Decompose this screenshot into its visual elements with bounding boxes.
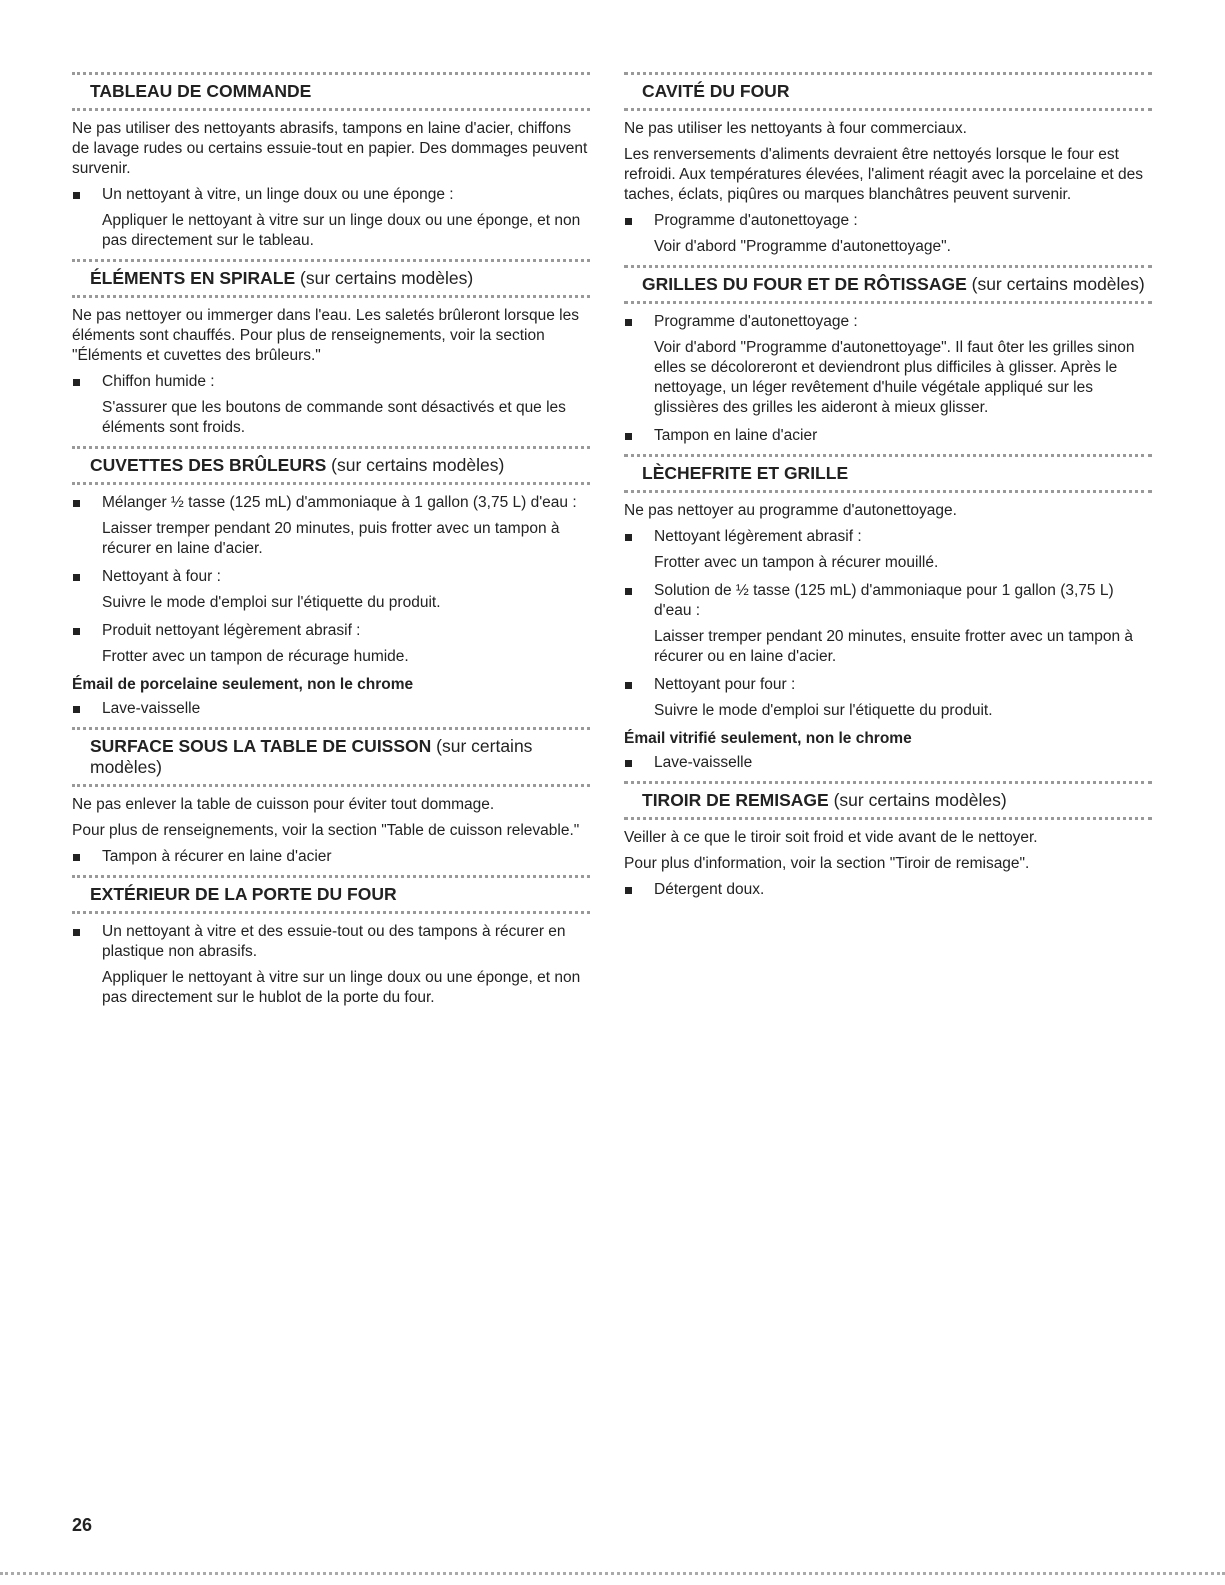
bullet-square-icon bbox=[73, 379, 80, 386]
bullet-item: Nettoyant légèrement abrasif : bbox=[624, 527, 1152, 547]
bullet-square-icon bbox=[625, 534, 632, 541]
bullet-square-icon bbox=[73, 192, 80, 199]
bullet-square-icon bbox=[625, 319, 632, 326]
bullet-square-icon bbox=[625, 588, 632, 595]
bullet-detail: Appliquer le nettoyant à vitre sur un linge doux ou une éponge, et non pas directement sur le tableau. bbox=[102, 212, 581, 249]
section-cuvettes-des-bruleurs bbox=[72, 446, 590, 719]
bullet-detail: Appliquer le nettoyant à vitre sur un linge doux ou une éponge, et non pas directement sur le hublot de la porte du four. bbox=[102, 969, 581, 1006]
bullet-detail: Laisser tremper pendant 20 minutes, puis frotter avec un tampon à récurer en laine d'acier. bbox=[102, 520, 560, 557]
bullet-square-icon bbox=[73, 628, 80, 635]
bullet-item: Mélanger ½ tasse (125 mL) d'ammoniaque à 1 gallon (3,75 L) d'eau : bbox=[72, 493, 590, 513]
bullet-detail: S'assurer que les boutons de commande sont désactivés et que les éléments sont froids. bbox=[102, 399, 566, 436]
paragraph: Pour plus de renseignements, voir la section "Table de cuisson relevable." bbox=[72, 822, 580, 839]
bullet-item: Détergent doux. bbox=[624, 880, 1152, 900]
bullet-square-icon bbox=[73, 929, 80, 936]
bullet-square-icon bbox=[625, 887, 632, 894]
bullet-square-icon bbox=[625, 433, 632, 440]
paragraph: Ne pas nettoyer au programme d'autonettoyage. bbox=[624, 502, 957, 519]
bullet-detail: Laisser tremper pendant 20 minutes, ensuite frotter avec un tampon à récurer ou en laine d'acier. bbox=[654, 628, 1134, 665]
section-heading: TABLEAU DE COMMANDE bbox=[72, 72, 590, 111]
paragraph: Ne pas utiliser les nettoyants à four commerciaux. bbox=[624, 120, 967, 137]
section-heading: TIROIR DE REMISAGE (sur certains modèles) bbox=[624, 781, 1152, 820]
paragraph: Ne pas utiliser des nettoyants abrasifs, tampons en laine d'acier, chiffons de lavage rudes ou certains essuie-tout en papier. Des dommages peuvent survenir. bbox=[72, 120, 588, 177]
section-heading: SURFACE SOUS LA TABLE DE CUISSON (sur certains modèles) bbox=[72, 727, 590, 787]
right-column bbox=[624, 72, 1152, 908]
section-lechefrite-et-grille bbox=[624, 454, 1152, 773]
section-cavite-du-four bbox=[624, 72, 1152, 257]
bullet-item: Nettoyant à four : bbox=[72, 567, 590, 587]
bullet-item: Solution de ½ tasse (125 mL) d'ammoniaque pour 1 gallon (3,75 L) d'eau : bbox=[624, 581, 1152, 621]
bullet-detail: Frotter avec un tampon à récurer mouillé. bbox=[654, 554, 939, 571]
bullet-item: Tampon à récurer en laine d'acier bbox=[72, 847, 590, 867]
section-grilles-du-four bbox=[624, 265, 1152, 446]
bullet-item: Chiffon humide : bbox=[72, 372, 590, 392]
bullet-item: Lave-vaisselle bbox=[72, 699, 590, 719]
bullet-detail: Suivre le mode d'emploi sur l'étiquette du produit. bbox=[654, 702, 993, 719]
bullet-item: Programme d'autonettoyage : bbox=[624, 312, 1152, 332]
paragraph: Ne pas enlever la table de cuisson pour éviter tout dommage. bbox=[72, 796, 495, 813]
bullet-detail: Voir d'abord "Programme d'autonettoyage". Il faut ôter les grilles sinon elles se décoloreront et deviendront plus difficiles à glisser. Après le nettoyage, un léger revêtement d'huile végétale appliqué sur les glissières des grilles les aideront à mieux glisser. bbox=[654, 339, 1135, 416]
divider bbox=[0, 1572, 1225, 1575]
bullet-item: Produit nettoyant légèrement abrasif : bbox=[72, 621, 590, 641]
paragraph: Les renversements d'aliments devraient être nettoyés lorsque le four est refroidi. Aux températures élevées, l'aliment réagit avec la porcelaine et des taches, éclats, piqûres ou marques blanchâtres peuvent survenir. bbox=[624, 146, 1144, 203]
bullet-square-icon bbox=[73, 574, 80, 581]
bullet-item: Tampon en laine d'acier bbox=[624, 426, 1152, 446]
bullet-item: Un nettoyant à vitre, un linge doux ou une éponge : bbox=[72, 185, 590, 205]
section-tiroir-de-remisage bbox=[624, 781, 1152, 900]
bullet-detail: Voir d'abord "Programme d'autonettoyage". bbox=[654, 238, 951, 255]
bullet-item: Nettoyant pour four : bbox=[624, 675, 1152, 695]
paragraph: Veiller à ce que le tiroir soit froid et vide avant de le nettoyer. bbox=[624, 829, 1038, 846]
page-number: 26 bbox=[72, 1515, 93, 1535]
bullet-square-icon bbox=[73, 706, 80, 713]
bullet-detail: Frotter avec un tampon de récurage humide. bbox=[102, 648, 409, 665]
paragraph: Ne pas nettoyer ou immerger dans l'eau. Les saletés brûleront lorsque les éléments sont chauffés. Pour plus de renseignements, voir la section "Éléments et cuvettes des brûleurs." bbox=[72, 307, 579, 364]
subheading: Émail vitrifié seulement, non le chrome bbox=[624, 730, 912, 747]
section-exterieur-porte bbox=[72, 875, 590, 1008]
section-heading: EXTÉRIEUR DE LA PORTE DU FOUR bbox=[72, 875, 590, 914]
bullet-square-icon bbox=[625, 218, 632, 225]
bullet-square-icon bbox=[625, 682, 632, 689]
bullet-item: Programme d'autonettoyage : bbox=[624, 211, 1152, 231]
section-heading: LÈCHEFRITE ET GRILLE bbox=[624, 454, 1152, 493]
bullet-item: Lave-vaisselle bbox=[624, 753, 1152, 773]
bullet-square-icon bbox=[625, 760, 632, 767]
bullet-square-icon bbox=[73, 854, 80, 861]
section-heading: GRILLES DU FOUR ET DE RÔTISSAGE (sur certains modèles) bbox=[624, 265, 1152, 304]
subheading: Émail de porcelaine seulement, non le chrome bbox=[72, 676, 414, 693]
bullet-item: Un nettoyant à vitre et des essuie-tout ou des tampons à récurer en plastique non abrasifs. bbox=[72, 922, 590, 962]
section-heading: CUVETTES DES BRÛLEURS (sur certains modèles) bbox=[72, 446, 590, 485]
paragraph: Pour plus d'information, voir la section "Tiroir de remisage". bbox=[624, 855, 1030, 872]
bullet-detail: Suivre le mode d'emploi sur l'étiquette du produit. bbox=[102, 594, 441, 611]
bullet-square-icon bbox=[73, 500, 80, 507]
section-elements-en-spirale bbox=[72, 259, 590, 438]
section-heading: CAVITÉ DU FOUR bbox=[624, 72, 1152, 111]
section-tableau-de-commande bbox=[72, 72, 590, 251]
section-heading: ÉLÉMENTS EN SPIRALE (sur certains modèles) bbox=[72, 259, 590, 298]
left-column bbox=[72, 72, 590, 1016]
section-surface-sous-table bbox=[72, 727, 590, 867]
